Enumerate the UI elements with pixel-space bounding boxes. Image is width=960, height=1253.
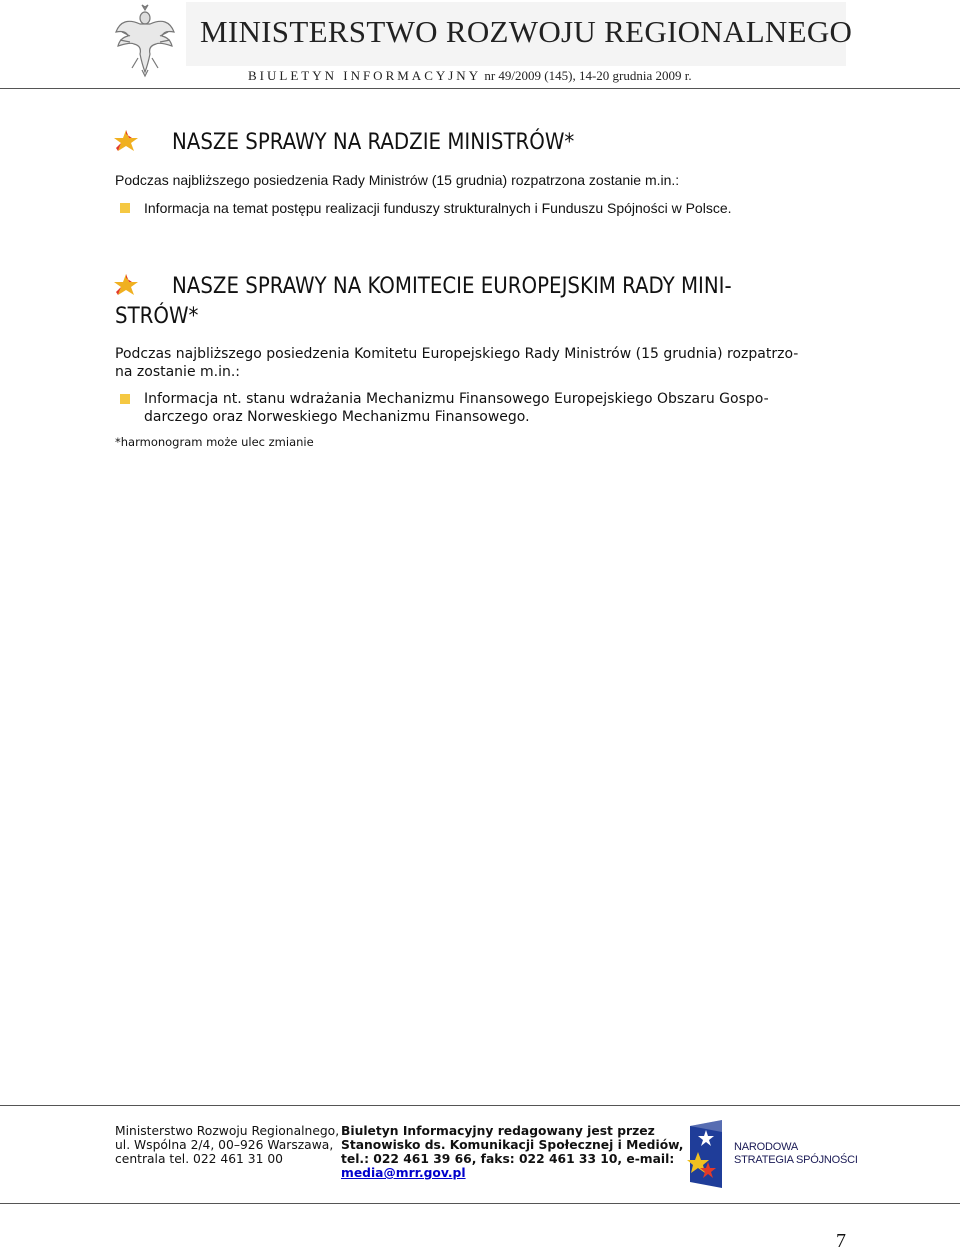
page-header <box>0 0 960 92</box>
nss-logo-line2: STRATEGIA SPÓJNOŚCI <box>734 1154 858 1166</box>
section-heading-komitet-line1: NASZE SPRAWY NA KOMITECIE EUROPEJSKIM RADY MINI- <box>172 274 732 299</box>
footer-address-line: centrala tel. 022 461 31 00 <box>115 1152 283 1166</box>
footer-editorial <box>341 1124 683 1180</box>
footer-rule-top <box>0 1105 960 1106</box>
section-intro-komitet-line1: Podczas najbliższego posiedzenia Komitetu Europejskiego Rady Ministrów (15 grudnia) rozpatrzo- <box>115 346 799 362</box>
bulletin-issue: nr 49/2009 (145), 14-20 grudnia 2009 r. <box>484 68 692 83</box>
section-heading-rada: NASZE SPRAWY NA RADZIE MINISTRÓW* <box>172 130 575 155</box>
header-rule <box>0 88 960 89</box>
square-bullet-icon <box>120 203 130 213</box>
footer-address-line: Ministerstwo Rozwoju Regionalnego, <box>115 1124 340 1138</box>
email-link[interactable]: media@mrr.gov.pl <box>341 1166 466 1180</box>
nss-logo-text <box>734 1141 858 1167</box>
bulletin-line <box>248 68 692 84</box>
section-heading-komitet-line2: STRÓW* <box>115 304 199 329</box>
footer-editorial-line: Biuletyn Informacyjny redagowany jest przez <box>341 1124 655 1138</box>
schedule-note: *harmonogram może ulec zmianie <box>115 435 314 449</box>
footer-address-line: ul. Wspólna 2/4, 00–926 Warszawa, <box>115 1138 334 1152</box>
list-item-line1: Informacja nt. stanu wdrażania Mechanizmu Finansowego Europejskiego Obszaru Gospo- <box>144 391 769 407</box>
section-intro-komitet-line2: na zostanie m.in.: <box>115 364 241 380</box>
list-item: Informacja na temat postępu realizacji funduszy strukturalnych i Funduszu Spójności w Polsce. <box>144 200 732 216</box>
footer-address <box>115 1124 339 1166</box>
polish-eagle-emblem-icon <box>112 2 178 78</box>
star-bullet-icon <box>112 272 140 296</box>
footer-editorial-line: Stanowisko ds. Komunikacji Społecznej i Mediów, <box>341 1138 684 1152</box>
square-bullet-icon <box>120 394 130 404</box>
nss-flag-logo-icon <box>684 1120 724 1190</box>
footer-editorial-line: tel.: 022 461 39 66, faks: 022 461 33 10, e-mail: <box>341 1152 675 1166</box>
ministry-title: MINISTERSTWO ROZWOJU REGIONALNEGO <box>200 14 853 49</box>
nss-logo-line1: NARODOWA <box>734 1141 798 1153</box>
page-number: 7 <box>836 1230 846 1252</box>
bulletin-title: BIULETYN INFORMACYJNY <box>248 68 482 83</box>
section-intro-rada: Podczas najbliższego posiedzenia Rady Ministrów (15 grudnia) rozpatrzona zostanie m.in.: <box>115 172 680 188</box>
star-bullet-icon <box>112 128 140 152</box>
list-item-line2: darczego oraz Norweskiego Mechanizmu Finansowego. <box>144 409 530 425</box>
footer-rule-bottom <box>0 1203 960 1204</box>
